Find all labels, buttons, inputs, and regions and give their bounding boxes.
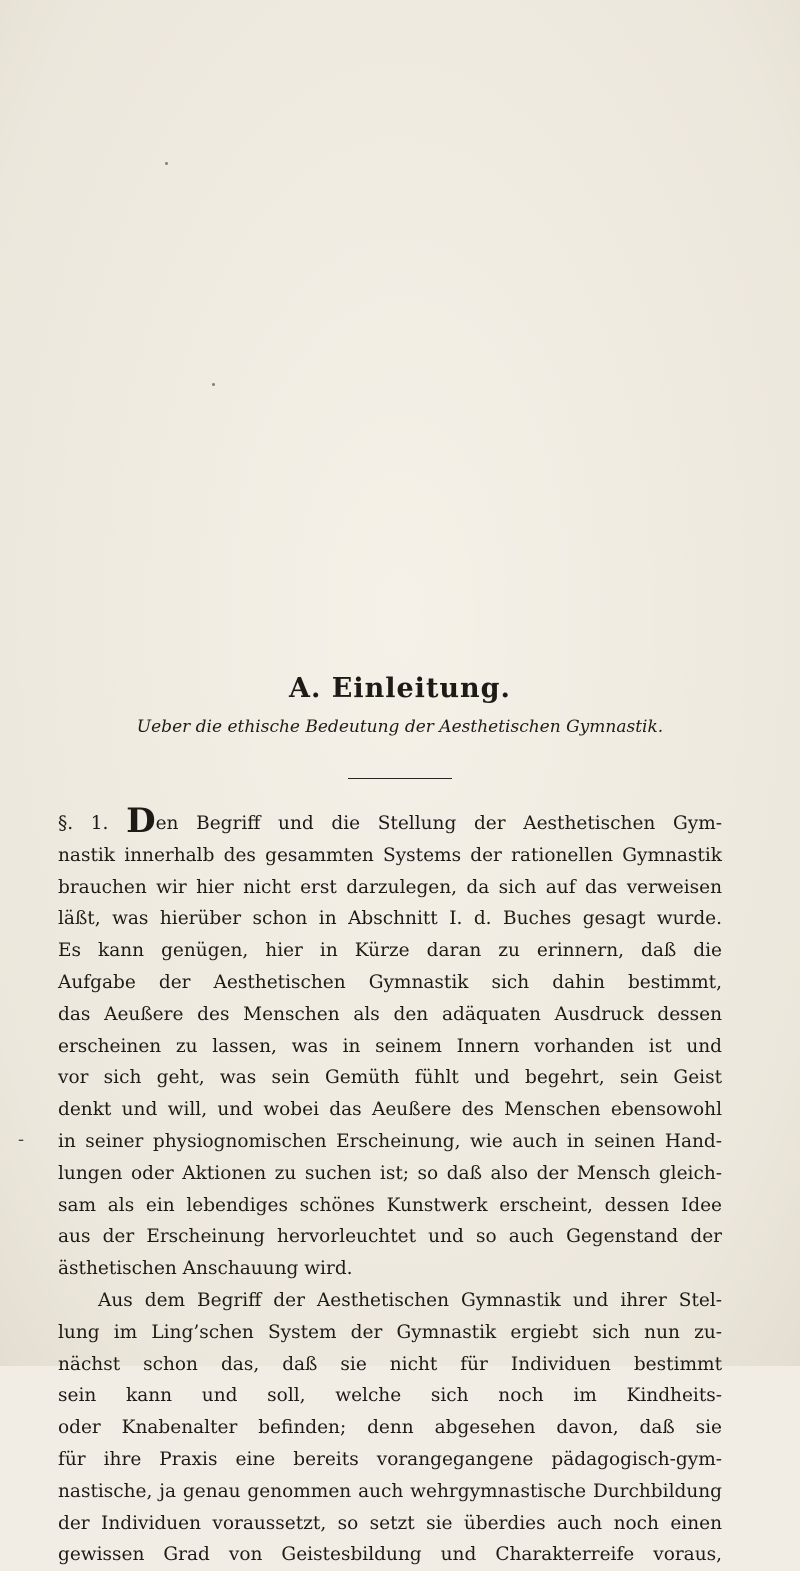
text-line: nastik innerhalb des gesammten Systems der rationellen Gymnastik	[58, 844, 722, 866]
text-line: der Individuen voraussetzt, so setzt sie überdies auch noch einen	[58, 1512, 722, 1534]
text-line: läßt, was hierüber schon in Abschnitt I. d. Buches gesagt wurde.	[58, 908, 722, 930]
margin-mark: -	[18, 1129, 25, 1150]
text-line: lung im Ling’schen System der Gymnastik ergiebt sich nun zu-	[58, 1321, 722, 1343]
text-line: ästhetischen Anschauung wird.	[58, 1258, 353, 1280]
text-line: für ihre Praxis eine bereits vorangegangene pädagogisch-gym-	[58, 1448, 722, 1470]
divider-rule	[348, 778, 452, 779]
body-text	[58, 801, 722, 1571]
text-line: Aus dem Begriff der Aesthetischen Gymnastik und ihrer Stel-	[98, 1289, 722, 1311]
initial-letter: D	[126, 801, 156, 841]
paragraph-number: §. 1.	[58, 813, 127, 834]
text-line: aus der Erscheinung hervorleuchtet und so auch Gegenstand der	[58, 1226, 722, 1248]
section-heading: A. Einleitung.	[289, 673, 511, 704]
text-line: erscheinen zu lassen, was in seinem Innern vorhanden ist und	[58, 1035, 722, 1057]
text-line: gewissen Grad von Geistesbildung und Charakterreife voraus,	[58, 1544, 722, 1566]
text-line: sam als ein lebendiges schönes Kunstwerk erscheint, dessen Idee	[58, 1194, 722, 1216]
section-subheading: Ueber die ethische Bedeutung der Aesthetischen Gymnastik.	[136, 717, 664, 737]
text-line: lungen oder Aktionen zu suchen ist; so daß also der Mensch gleich-	[58, 1162, 722, 1184]
text-line: Aufgabe der Aesthetischen Gymnastik sich dahin bestimmt,	[58, 971, 722, 993]
paper-speck	[212, 383, 215, 386]
text-line: das Aeußere des Menschen als den adäquaten Ausdruck dessen	[58, 1003, 722, 1025]
text-line: in seiner physiognomischen Erscheinung, wie auch in seinen Hand-	[58, 1130, 722, 1152]
text-line: nastische, ja genau genommen auch wehrgymnastische Durchbildung	[58, 1480, 722, 1502]
text-line: nächst schon das, daß sie nicht für Individuen bestimmt	[58, 1353, 722, 1375]
text-line: oder Knabenalter befinden; denn abgesehen davon, daß sie	[58, 1417, 722, 1439]
paper-speck	[165, 162, 168, 165]
text-line: §. 1. Den Begriff und die Stellung der Aesthetischen Gym-	[58, 801, 722, 841]
text-line: denkt und will, und wobei das Aeußere des Menschen ebensowohl	[58, 1099, 722, 1121]
text-line: vor sich geht, was sein Gemüth fühlt und begehrt, sein Geist	[58, 1067, 722, 1089]
text-line: sein kann und soll, welche sich noch im Kindheits-	[58, 1385, 722, 1407]
text-line: brauchen wir hier nicht erst darzulegen, da sich auf das verweisen	[58, 876, 722, 898]
text-line: Es kann genügen, hier in Kürze daran zu erinnern, daß die	[58, 940, 722, 962]
